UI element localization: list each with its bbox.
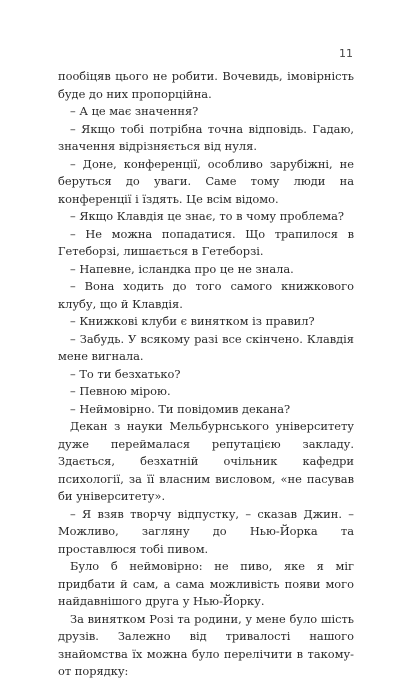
paragraph: – Певною мірою. <box>70 384 171 398</box>
paragraph: – Якщо тобі потрібна точна відповідь. Гадаю, значення відрізняється від нуля. <box>58 121 354 153</box>
paragraph: – Книжкові клуби є винятком із правил? <box>70 314 315 328</box>
paragraph: За винятком Розі та родини, у мене було шість друзів. Залежно від тривалості нашого знайомства їх можна було перелічити в такому-от порядку: <box>58 611 354 678</box>
paragraph: – Неймовірно. Ти повідомив декана? <box>70 401 291 416</box>
paragraph: – Доне, конференції, особливо зарубіжні, не беруться до уваги. Саме тому люди на конференції і їздять. Це всім відомо. <box>58 156 354 206</box>
paragraph: – А це має значення? <box>70 104 199 118</box>
paragraph: – Я взяв творчу відпустку, – сказав Джин. – Можливо, загляну до Нью-Йорка та проставлюся тобі пивом. <box>58 506 354 556</box>
paragraph: Декан з науки Мельбурнського університету дуже переймалася репутацією закладу. Здається, безхатній очільник кафедри психології, за її власним висловом, «не пасував би університету». <box>58 419 354 503</box>
paragraph: Було б неймовірно: не пиво, яке я міг придбати й сам, а сама можливість появи мого найдавнішого друга у Нью-Йорку. <box>58 559 354 608</box>
paragraph: – Якщо Клавдія це знає, то в чому проблема? <box>70 209 345 223</box>
page-number: 11 <box>339 47 353 60</box>
body-text <box>58 68 354 681</box>
paragraph: – То ти безхатько? <box>70 366 181 381</box>
paragraph: – Напевне, ісландка про це не знала. <box>70 261 294 276</box>
paragraph: – Вона ходить до того самого книжкового клубу, що й Клавдія. <box>58 279 354 311</box>
paragraph: пообіцяв цього не робити. Вочевидь, імовірність буде до них пропорційна. <box>58 69 354 101</box>
paragraph: – Не можна попадатися. Що трапилося в Гетеборзі, лишається в Гетеборзі. <box>58 226 354 258</box>
paragraph: – Забудь. У всякому разі все скінчено. Клавдія мене вигнала. <box>58 331 354 363</box>
